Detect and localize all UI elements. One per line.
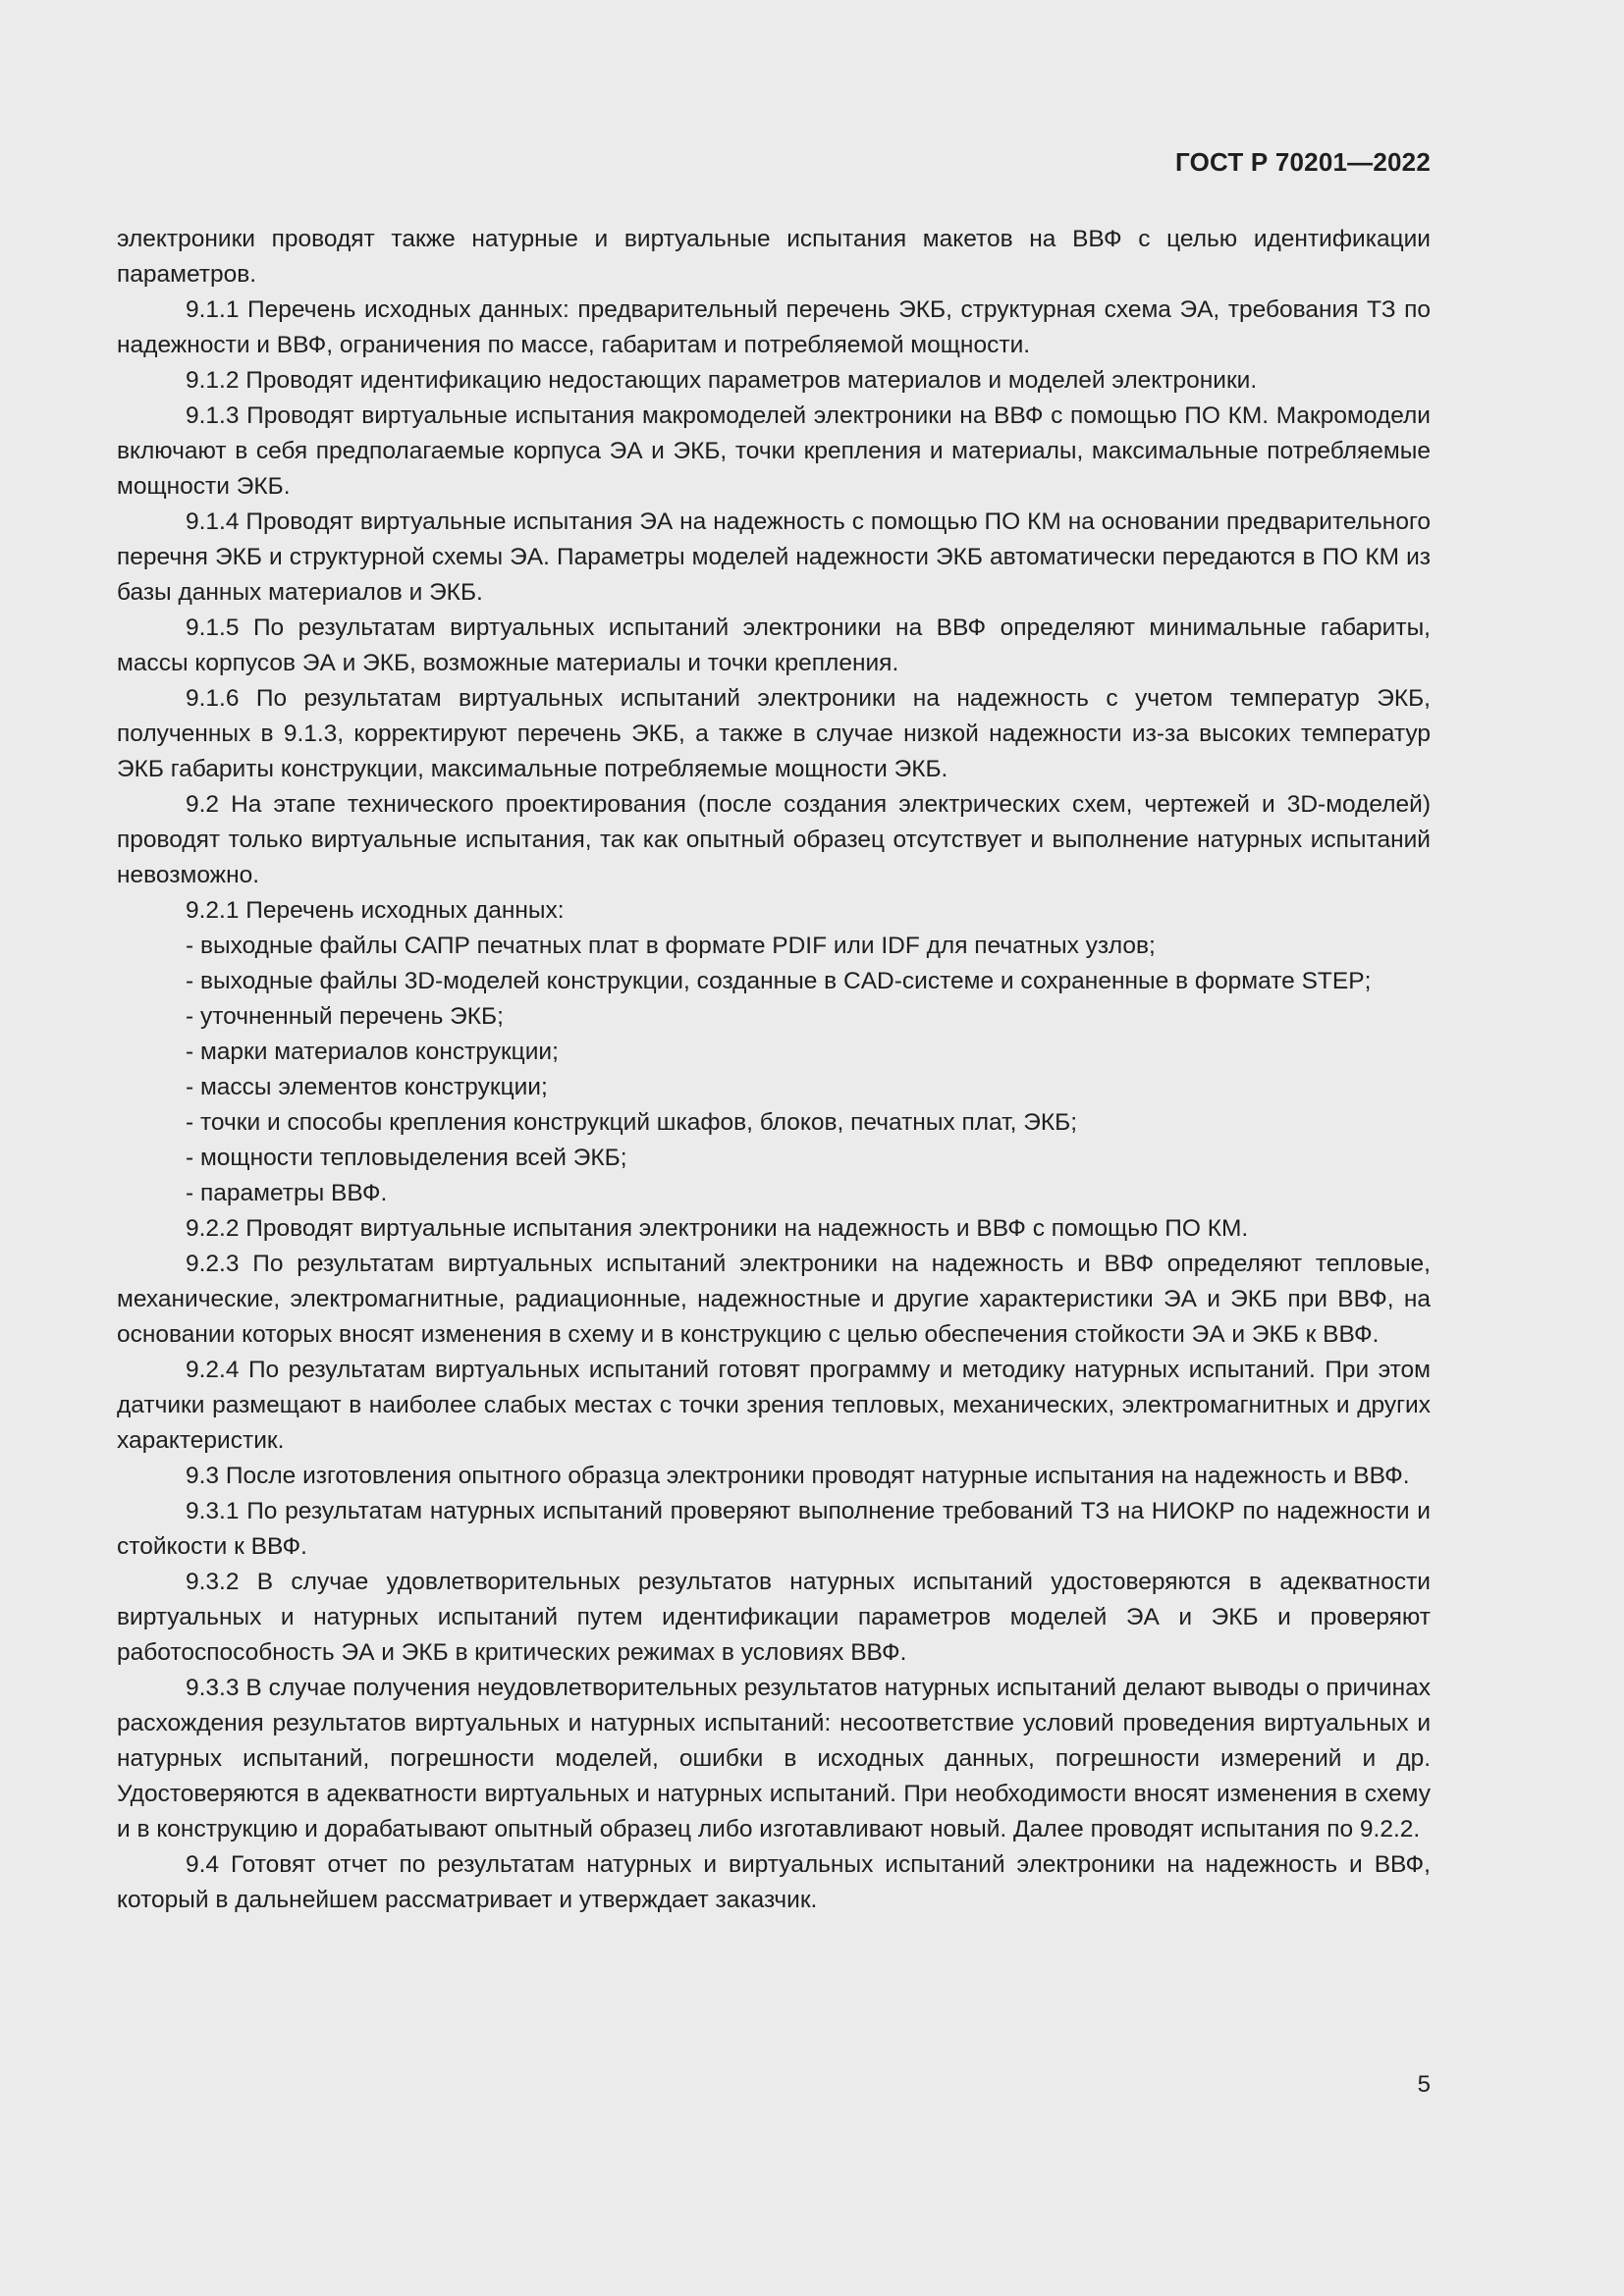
- paragraph-9-2: 9.2 На этапе технического проектирования (после создания электрических схем, чертежей и 3D-моделей) проводят только виртуальные испытания, так как опытный образец отсутствует и выполнение натурных испытаний невозможно.: [117, 791, 1431, 888]
- paragraph-9-1-1: 9.1.1 Перечень исходных данных: предварительный перечень ЭКБ, структурная схема ЭА, требования ТЗ по надежности и ВВФ, ограничения по массе, габаритам и потребляемой мощности.: [117, 296, 1431, 358]
- list-item: - массы элементов конструкции;: [186, 1074, 548, 1100]
- paragraph-9-2-2: 9.2.2 Проводят виртуальные испытания электроники на надежность и ВВФ с помощью ПО КМ.: [186, 1215, 1249, 1242]
- paragraph-9-2-3: 9.2.3 По результатам виртуальных испытаний электроники на надежность и ВВФ определяют тепловые, механические, электромагнитные, радиационные, надежностные и другие характеристики ЭА и ЭКБ при ВВФ, на основании которых вносят изменения в схему и в конструкцию с целью обеспечения стойкости ЭА и ЭКБ к ВВФ.: [117, 1251, 1431, 1348]
- paragraph-9-4: 9.4 Готовят отчет по результатам натурных и виртуальных испытаний электроники на надежность и ВВФ, который в дальнейшем рассматривает и утверждает заказчик.: [117, 1851, 1431, 1913]
- list-item: - параметры ВВФ.: [186, 1180, 388, 1206]
- list-item: - мощности тепловыделения всей ЭКБ;: [186, 1145, 627, 1171]
- paragraph-9-3: 9.3 После изготовления опытного образца электроники проводят натурные испытания на надежность и ВВФ.: [186, 1463, 1410, 1489]
- paragraph-9-1-5: 9.1.5 По результатам виртуальных испытаний электроники на ВВФ определяют минимальные габариты, массы корпусов ЭА и ЭКБ, возможные материалы и точки крепления.: [117, 614, 1431, 676]
- list-item: - точки и способы крепления конструкций шкафов, блоков, печатных плат, ЭКБ;: [186, 1109, 1078, 1136]
- paragraph-9-1-2: 9.1.2 Проводят идентификацию недостающих параметров материалов и моделей электроники.: [186, 367, 1258, 394]
- list-item: - выходные файлы 3D-моделей конструкции, созданные в CAD-системе и сохраненные в формате STEP;: [186, 968, 1372, 994]
- paragraph-9-1-3: 9.1.3 Проводят виртуальные испытания макромоделей электроники на ВВФ с помощью ПО КМ. Макромодели включают в себя предполагаемые корпуса ЭА и ЭКБ, точки крепления и материалы, максимальные потребляемые мощности ЭКБ.: [117, 402, 1431, 500]
- paragraph-9-1-4: 9.1.4 Проводят виртуальные испытания ЭА на надежность с помощью ПО КМ на основании предварительного перечня ЭКБ и структурной схемы ЭА. Параметры моделей надежности ЭКБ автоматически передаются в ПО КМ из базы данных материалов и ЭКБ.: [117, 508, 1431, 606]
- document-code: ГОСТ Р 70201—2022: [1175, 147, 1431, 177]
- paragraph-9-1-6: 9.1.6 По результатам виртуальных испытаний электроники на надежность с учетом температур ЭКБ, полученных в 9.1.3, корректируют перечень ЭКБ, а также в случае низкой надежности из-за высоких температур ЭКБ габариты конструкции, максимальные потребляемые мощности ЭКБ.: [117, 685, 1431, 782]
- paragraph-9-2-4: 9.2.4 По результатам виртуальных испытаний готовят программу и методику натурных испытаний. При этом датчики размещают в наиболее слабых местах с точки зрения тепловых, механических, электромагнитных и других характеристик.: [117, 1357, 1431, 1454]
- paragraph-9-3-1: 9.3.1 По результатам натурных испытаний проверяют выполнение требований ТЗ на НИОКР по надежности и стойкости к ВВФ.: [117, 1498, 1431, 1560]
- page-number: 5: [1417, 2071, 1431, 2098]
- paragraph-9-2-1: 9.2.1 Перечень исходных данных:: [186, 897, 565, 924]
- document-body: [117, 222, 1431, 1918]
- list-item: - уточненный перечень ЭКБ;: [186, 1003, 504, 1030]
- paragraph-continuation: электроники проводят также натурные и виртуальные испытания макетов на ВВФ с целью идентификации параметров.: [117, 226, 1431, 288]
- list-item: - марки материалов конструкции;: [186, 1039, 559, 1065]
- list-item: - выходные файлы САПР печатных плат в формате PDIF или IDF для печатных узлов;: [186, 933, 1156, 959]
- paragraph-9-3-3: 9.3.3 В случае получения неудовлетворительных результатов натурных испытаний делают выводы о причинах расхождения результатов виртуальных и натурных испытаний: несоответствие условий проведения виртуальных и натурных испытаний, погрешности моделей, ошибки в исходных данных, погрешности измерений и др. Удостоверяются в адекватности виртуальных и натурных испытаний. При необходимости вносят изменения в схему и в конструкцию и дорабатывают опытный образец либо изготавливают новый. Далее проводят испытания по 9.2.2.: [117, 1675, 1431, 1842]
- paragraph-9-3-2: 9.3.2 В случае удовлетворительных результатов натурных испытаний удостоверяются в адекватности виртуальных и натурных испытаний путем идентификации параметров моделей ЭА и ЭКБ и проверяют работоспособность ЭА и ЭКБ в критических режимах в условиях ВВФ.: [117, 1569, 1431, 1666]
